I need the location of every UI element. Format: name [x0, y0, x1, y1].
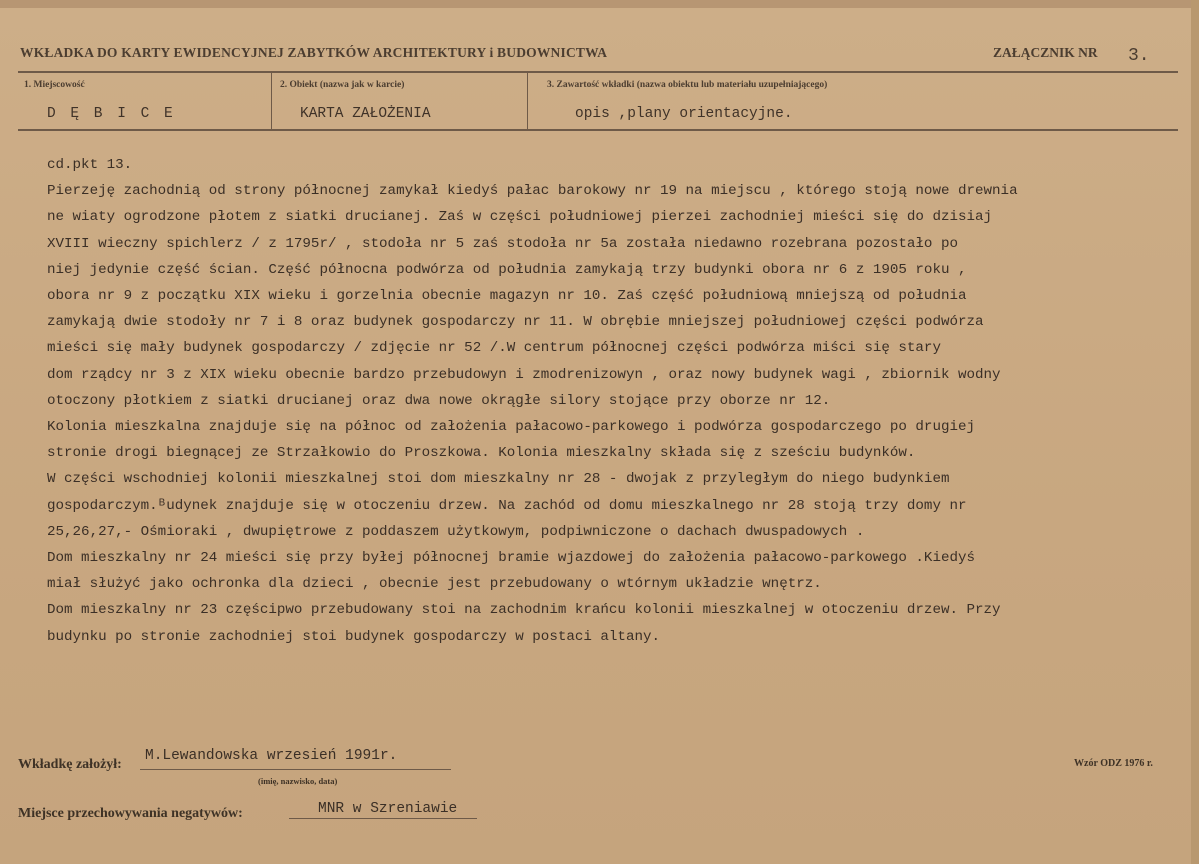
form-code: Wzór ODZ 1976 r. — [1074, 758, 1153, 769]
body-line: XVIII wieczny spichlerz / z 1795r/ , stodoła nr 5 zaś stodoła nr 5a została niedawno rozebrana pozostało po — [47, 235, 958, 252]
body-line: budynku po stronie zachodniej stoi budynek gospodarczy w postaci altany. — [47, 628, 660, 645]
body-line: mieści się mały budynek gospodarczy / zdjęcie nr 52 /.W centrum północnej części podwórza miści się stary — [47, 340, 941, 357]
form-title: WKŁADKA DO KARTY EWIDENCYJNEJ ZABYTKÓW ARCHITEKTURY i BUDOWNICTWA — [20, 45, 608, 60]
body-line: obora nr 9 z początku XIX wieku i gorzelnia obecnie magazyn nr 10. Zaś część południową mniejszą od południa — [47, 288, 967, 305]
locality-value: D Ę B I C E — [47, 106, 176, 122]
locality-label: 1. Miejscowość — [24, 80, 85, 90]
body-line: ne wiaty ogrodzone płotem z siatki drucianej. Zaś w części południowej pierzei zachodniej mieści się do dzisiaj — [47, 209, 993, 226]
body-line: cd.pkt 13. — [47, 157, 133, 173]
author-label: Wkładkę założył: — [18, 757, 122, 772]
object-value: KARTA ZAŁOŻENIA — [300, 106, 431, 122]
header-rule-bottom — [18, 129, 1178, 131]
storage-underline — [289, 818, 477, 819]
body-line: Pierzeję zachodnią od strony północnej zamykał kiedyś pałac barokowy nr 19 na miejscu , którego stoją nowe drewnia — [47, 183, 1018, 200]
contents-label: 3. Zawartość wkładki (nazwa obiektu lub materiału uzupełniającego) — [547, 80, 828, 90]
object-label: 2. Obiekt (nazwa jak w karcie) — [280, 80, 405, 90]
author-hint: (imię, nazwisko, data) — [258, 776, 338, 786]
author-value: M.Lewandowska wrzesień 1991r. — [145, 748, 398, 764]
contents-value: opis ,plany orientacyjne. — [575, 106, 793, 122]
body-line: Dom mieszkalny nr 23 częścipwo przebudowany stoi na zachodnim krańcu kolonii mieszkalnej w otoczeniu drzew. Przy — [47, 602, 1001, 619]
body-line: W części wschodniej kolonii mieszkalnej stoi dom mieszkalny nr 28 - dwojak z przyległym do niego budynkiem — [47, 471, 950, 488]
author-underline — [140, 769, 451, 770]
header-divider-1 — [271, 73, 272, 129]
body-line: Dom mieszkalny nr 24 mieści się przy byłej północnej bramie wjazdowej do założenia pałacowo-parkowego .Kiedyś — [47, 550, 976, 567]
header-divider-2 — [527, 73, 528, 129]
annex-label: ZAŁĄCZNIK NR — [993, 45, 1098, 60]
description-text — [47, 152, 1187, 650]
storage-value: MNR w Szreniawie — [318, 801, 458, 817]
card-right-edge — [1191, 0, 1199, 864]
header-rule-top — [18, 71, 1178, 73]
card-top-edge — [0, 0, 1199, 8]
body-line: 25,26,27,- Ośmioraki , dwupiętrowe z poddaszem użytkowym, podpiwniczone o dachach dwuspadowych . — [47, 523, 865, 540]
body-line: zamykają dwie stodoły nr 7 i 8 oraz budynek gospodarczy nr 11. W obrębie mniejszej południowej części podwórza — [47, 314, 984, 331]
body-line: niej jedynie część ścian. Część północna podwórza od południa zamykają trzy budynki obora nr 6 z 1905 roku , — [47, 261, 967, 278]
body-line: stronie drogi biegnącej ze Strzałkowio do Proszkowa. Kolonia mieszkalny składa się z sześciu budynków. — [47, 445, 916, 462]
body-line: otoczony płotkiem z siatki drucianej oraz dwa nowe okrągłe silory stojące przy oborze nr 12. — [47, 392, 831, 409]
annex-number: 3. — [1128, 46, 1150, 66]
body-line: Kolonia mieszkalna znajduje się na północ od założenia pałacowo-parkowego i podwórza gospodarczego po drugiej — [47, 419, 976, 436]
body-line: dom rządcy nr 3 z XIX wieku obecnie bardzo przebudowyn i zmodrenizowyn , oraz nowy budynek wagi , zbiornik wodny — [47, 366, 1001, 383]
body-line: miał służyć jako ochronka dla dzieci , obecnie jest przebudowany o wtórnym układzie wnętrz. — [47, 576, 822, 593]
storage-label: Miejsce przechowywania negatywów: — [18, 806, 243, 821]
body-line: gospodarczym.ᴮudynek znajduje się w otoczeniu drzew. Na zachód od domu mieszkalnego nr 28 stoją trzy domy nr — [47, 497, 967, 514]
